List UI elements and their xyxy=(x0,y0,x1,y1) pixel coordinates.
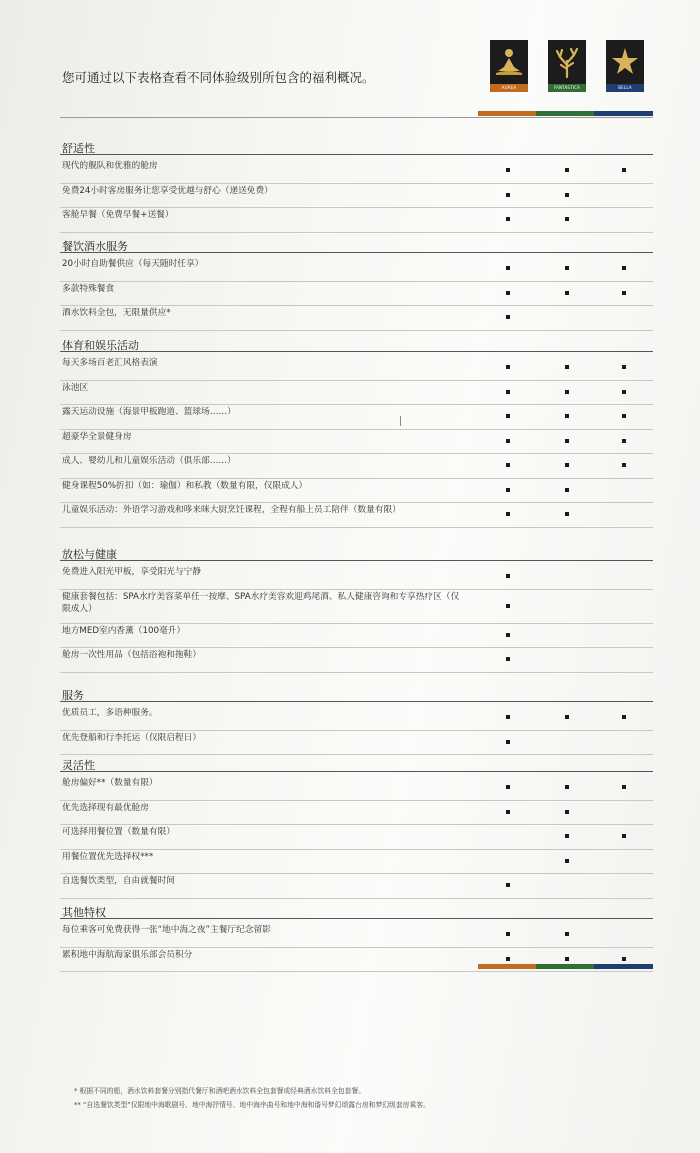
row-divider xyxy=(60,947,653,948)
meditation-figure-icon xyxy=(494,45,524,79)
section-divider xyxy=(60,771,653,772)
tier-bella-logo xyxy=(606,40,644,92)
included-mark-fantastica xyxy=(565,932,569,936)
section-divider xyxy=(60,560,653,561)
benefit-label: 健康套餐包括：SPA水疗美容菜单任一按摩、SPA水疗美容欢迎鸡尾酒、私人健康咨询和专享热疗区（仅 xyxy=(62,591,460,602)
included-mark-fantastica xyxy=(565,365,569,369)
section-divider xyxy=(60,252,653,253)
benefit-label: 免费进入阳光甲板，享受阳光与宁静 xyxy=(62,567,201,577)
benefit-label: 自选餐饮类型，自由就餐时间 xyxy=(62,876,175,886)
section-divider xyxy=(60,918,653,919)
row-divider xyxy=(60,183,653,184)
benefit-label: 客舱早餐（免费早餐+送餐） xyxy=(62,210,174,220)
benefit-label: 优先登船和行李托运（仅限启程日） xyxy=(62,732,201,743)
included-mark-fantastica xyxy=(565,439,569,443)
benefit-label: 健身课程50%折扣（如：瑜伽）和私教（数量有限，仅限成人） xyxy=(62,480,308,491)
row-divider xyxy=(60,281,653,282)
included-mark-fantastica xyxy=(565,957,569,961)
included-mark-fantastica xyxy=(565,390,569,394)
included-mark-aurea xyxy=(506,365,510,369)
tier-label: AUREA xyxy=(490,84,528,92)
row-divider xyxy=(60,232,653,233)
included-mark-aurea xyxy=(506,439,510,443)
included-mark-fantastica xyxy=(565,859,569,863)
benefit-label: 多款特殊餐食 xyxy=(62,283,115,294)
starfish-icon xyxy=(610,45,640,79)
coral-icon xyxy=(552,45,582,79)
included-mark-bella xyxy=(622,785,626,789)
row-divider xyxy=(60,623,653,624)
row-divider xyxy=(60,971,653,972)
included-mark-aurea xyxy=(506,657,510,661)
included-mark-bella xyxy=(622,365,626,369)
section-title: 其他特权 xyxy=(62,906,106,919)
included-mark-fantastica xyxy=(565,168,569,172)
included-mark-bella xyxy=(622,390,626,394)
tier-color-bar-bottom xyxy=(478,964,653,969)
included-mark-aurea xyxy=(506,810,510,814)
included-mark-fantastica xyxy=(565,834,569,838)
row-divider xyxy=(60,672,653,673)
included-mark-aurea xyxy=(506,217,510,221)
included-mark-fantastica xyxy=(565,414,569,418)
section-divider xyxy=(60,701,653,702)
tier-logos xyxy=(488,40,648,92)
intro-text: 您可通过以下表格查看不同体验级别所包含的福利概况。 xyxy=(62,70,375,85)
included-mark-fantastica xyxy=(565,266,569,270)
included-mark-bella xyxy=(622,463,626,467)
included-mark-aurea xyxy=(506,604,510,608)
row-divider xyxy=(60,380,653,381)
row-divider xyxy=(60,800,653,801)
tier-label: FANTASTICA xyxy=(548,84,586,92)
row-divider xyxy=(60,754,653,755)
benefit-label: 优先选择现有最优舱房 xyxy=(62,802,149,813)
row-divider xyxy=(60,589,653,590)
benefit-label: 舱房一次性用品（包括浴袍和拖鞋） xyxy=(62,650,201,660)
section-title: 服务 xyxy=(62,689,84,702)
included-mark-bella xyxy=(622,439,626,443)
row-divider xyxy=(60,849,653,850)
section-title: 餐饮酒水服务 xyxy=(62,240,128,253)
benefit-label: 酒水饮料全包，无限量供应* xyxy=(62,308,171,318)
benefit-label: 免费24小时客房服务让您享受优越与舒心（递送免费） xyxy=(62,185,273,196)
benefit-label: 现代的舰队和优雅的舱房 xyxy=(62,161,158,171)
included-mark-bella xyxy=(622,291,626,295)
included-mark-aurea xyxy=(506,488,510,492)
benefit-label: 每位乘客可免费获得一张“地中海之夜”主餐厅纪念留影 xyxy=(62,925,271,935)
benefit-label: 泳池区 xyxy=(62,382,89,393)
included-mark-fantastica xyxy=(565,512,569,516)
row-divider xyxy=(60,647,653,648)
footnote: ** “自选餐饮类型”仅限地中海歌剧号、地中海抒情号、地中海序曲号和地中海和谐号梦幻颂露台房和梦幻级套房乘客。 xyxy=(74,1101,430,1109)
section-title: 放松与健康 xyxy=(62,548,117,561)
included-mark-fantastica xyxy=(565,463,569,467)
divider xyxy=(400,416,401,426)
row-divider xyxy=(60,330,653,331)
included-mark-aurea xyxy=(506,463,510,467)
row-divider xyxy=(60,453,653,454)
included-mark-bella xyxy=(622,834,626,838)
included-mark-aurea xyxy=(506,315,510,319)
benefit-label: 优质员工，多语种服务。 xyxy=(62,708,158,718)
benefit-label: 舱房偏好**（数量有限） xyxy=(62,778,158,788)
included-mark-fantastica xyxy=(565,291,569,295)
section-title: 灵活性 xyxy=(62,759,95,772)
included-mark-fantastica xyxy=(565,715,569,719)
section-divider xyxy=(60,351,653,352)
row-divider xyxy=(60,305,653,306)
section-title: 舒适性 xyxy=(62,142,95,155)
section-divider xyxy=(60,154,653,155)
row-divider xyxy=(60,502,653,503)
benefit-label: 用餐位置优先选择权*** xyxy=(62,851,154,862)
included-mark-aurea xyxy=(506,512,510,516)
row-divider xyxy=(60,404,653,405)
included-mark-aurea xyxy=(506,168,510,172)
benefit-label: 可选择用餐位置（数量有限） xyxy=(62,827,175,837)
included-mark-bella xyxy=(622,715,626,719)
benefit-label: 每天多场百老汇风格表演 xyxy=(62,358,158,368)
included-mark-aurea xyxy=(506,883,510,887)
tier-color-bar xyxy=(478,111,653,116)
included-mark-aurea xyxy=(506,193,510,197)
row-divider xyxy=(60,898,653,899)
row-divider xyxy=(60,207,653,208)
included-mark-aurea xyxy=(506,715,510,719)
included-mark-aurea xyxy=(506,932,510,936)
included-mark-fantastica xyxy=(565,810,569,814)
benefit-label: 地方MED室内香薰（100毫升） xyxy=(62,625,186,636)
included-mark-fantastica xyxy=(565,193,569,197)
tier-aurea-logo xyxy=(490,40,528,92)
included-mark-aurea xyxy=(506,740,510,744)
included-mark-aurea xyxy=(506,574,510,578)
included-mark-bella xyxy=(622,957,626,961)
included-mark-aurea xyxy=(506,957,510,961)
included-mark-aurea xyxy=(506,266,510,270)
included-mark-bella xyxy=(622,168,626,172)
benefit-label: 累积地中海航海家俱乐部会员积分 xyxy=(62,949,193,960)
included-mark-aurea xyxy=(506,291,510,295)
row-divider xyxy=(60,824,653,825)
benefit-label-continued: 限成人） xyxy=(62,603,97,614)
row-divider xyxy=(60,873,653,874)
included-mark-aurea xyxy=(506,633,510,637)
included-mark-aurea xyxy=(506,785,510,789)
included-mark-fantastica xyxy=(565,488,569,492)
included-mark-aurea xyxy=(506,390,510,394)
row-divider xyxy=(60,527,653,528)
included-mark-aurea xyxy=(506,414,510,418)
benefit-label: 20小时自助餐供应（每天随时任享） xyxy=(62,259,204,269)
section-title: 体育和娱乐活动 xyxy=(62,339,139,352)
benefit-label: 成人、婴幼儿和儿童娱乐活动（俱乐部……） xyxy=(62,456,236,466)
benefit-label: 超豪华全景健身房 xyxy=(62,431,132,442)
footnote: * 根据不同的船，酒水饮料套餐分别指代餐厅和酒吧酒水饮料全包套餐或经典酒水饮料全包套餐。 xyxy=(74,1087,366,1095)
included-mark-fantastica xyxy=(565,217,569,221)
included-mark-bella xyxy=(622,266,626,270)
row-divider xyxy=(60,429,653,430)
divider xyxy=(60,117,653,118)
included-mark-bella xyxy=(622,414,626,418)
tier-label: BELLA xyxy=(606,84,644,92)
row-divider xyxy=(60,478,653,479)
benefit-label: 露天运动设施（海景甲板跑道、篮球场……） xyxy=(62,407,236,417)
row-divider xyxy=(60,730,653,731)
benefit-label: 儿童娱乐活动：外语学习游戏和哆来咪大厨烹饪课程，全程有船上员工陪伴（数量有限） xyxy=(62,505,401,515)
tier-fantastica-logo xyxy=(548,40,586,92)
included-mark-fantastica xyxy=(565,785,569,789)
